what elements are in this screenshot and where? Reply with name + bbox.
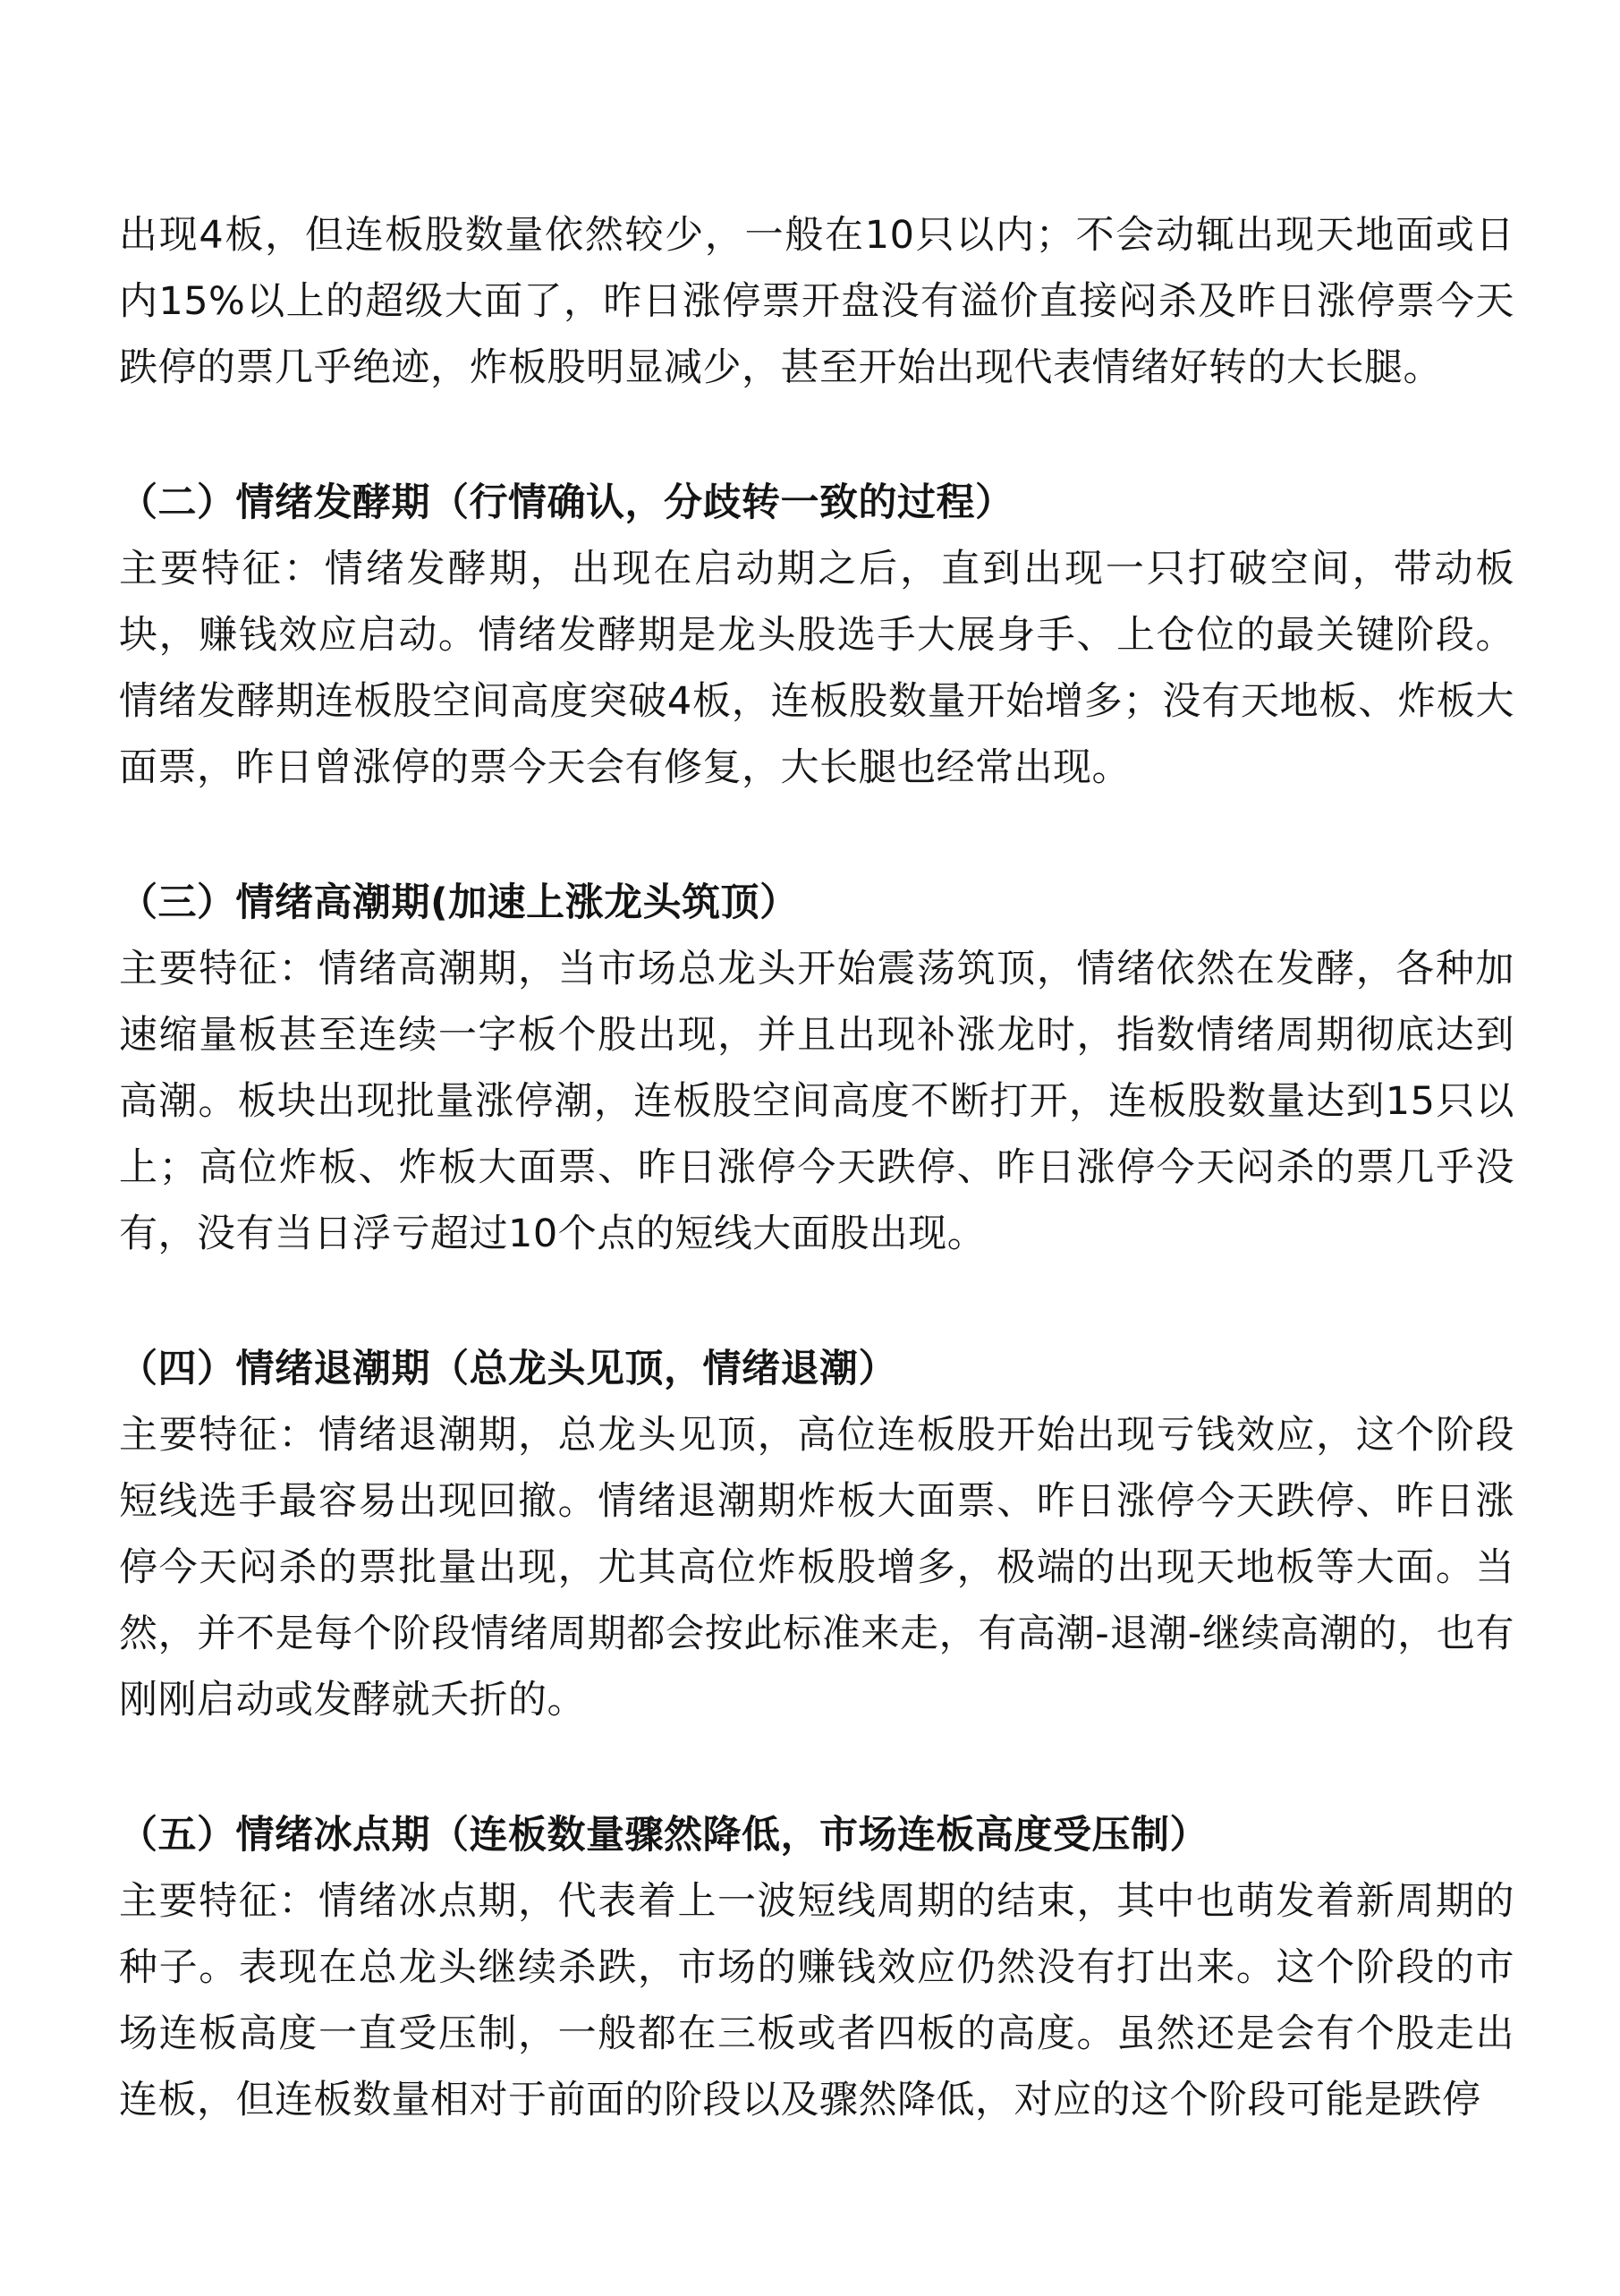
section-heading: （四）情绪退潮期（总龙头见顶，情绪退潮）	[119, 1347, 897, 1391]
section-paragraph: 主要特征：情绪冰点期，代表着上一波短线周期的结束，其中也萌发着新周期的种子。表现在总龙头继续杀跌，市场的赚钱效应仍然没有打出来。这个阶段的市场连板高度一直受压制，一般都在三板或者四板的高度。虽然还是会有个股走出连板，但连板数量相对于前面的阶段以及骤然降低，对应的这个阶段可能是跌停	[119, 1879, 1514, 2122]
document-body	[119, 202, 1514, 2133]
section-fermentation	[119, 470, 1514, 801]
section-freezing-point	[119, 1802, 1514, 2133]
section-heading: （二）情绪发酵期（行情确认，分歧转一致的过程）	[119, 480, 1014, 525]
section-paragraph: 主要特征：情绪高潮期，当市场总龙头开始震荡筑顶，情绪依然在发酵，各种加速缩量板甚至连续一字板个股出现，并且出现补涨龙时，指数情绪周期彻底达到高潮。板块出现批量涨停潮，连板股空间高度不断打开，连板股数量达到15只以上；高位炸板、炸板大面票、昨日涨停今天跌停、昨日涨停今天闷杀的票几乎没有，没有当日浮亏超过10个点的短线大面股出现。	[119, 947, 1514, 1256]
intro-paragraph: 出现4板，但连板股数量依然较少，一般在10只以内；不会动辄出现天地面或日内15%以上的超级大面了，昨日涨停票开盘没有溢价直接闷杀及昨日涨停票今天跌停的票几乎绝迹，炸板股明显减少，甚至开始出现代表情绪好转的大长腿。	[119, 213, 1514, 390]
section-climax	[119, 870, 1514, 1267]
section-heading: （三）情绪高潮期(加速上涨龙头筑顶）	[119, 880, 799, 925]
section-heading: （五）情绪冰点期（连板数量骤然降低，市场连板高度受压制）	[119, 1813, 1209, 1858]
section-paragraph: 主要特征：情绪发酵期，出现在启动期之后，直到出现一只打破空间，带动板块，赚钱效应启动。情绪发酵期是龙头股选手大展身手、上仓位的最关键阶段。情绪发酵期连板股空间高度突破4板，连板股数量开始增多；没有天地板、炸板大面票，昨日曾涨停的票今天会有修复，大长腿也经常出现。	[119, 547, 1514, 790]
section-ebb	[119, 1336, 1514, 1733]
section-paragraph: 主要特征：情绪退潮期，总龙头见顶，高位连板股开始出现亏钱效应，这个阶段短线选手最容易出现回撤。情绪退潮期炸板大面票、昨日涨停今天跌停、昨日涨停今天闷杀的票批量出现，尤其高位炸板股增多，极端的出现天地板等大面。当然，并不是每个阶段情绪周期都会按此标准来走，有高潮-退潮-继续高潮的，也有刚刚启动或发酵就夭折的。	[119, 1413, 1514, 1722]
